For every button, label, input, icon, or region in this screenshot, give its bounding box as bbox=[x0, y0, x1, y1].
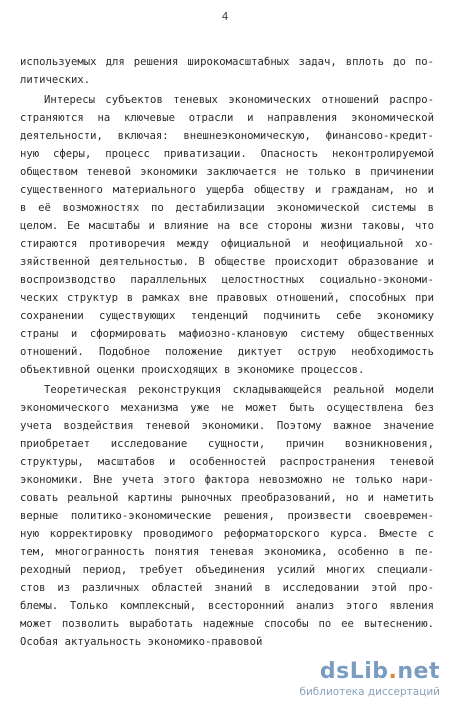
text-line: в её возможностях по дестабилизации экономической системы в bbox=[20, 202, 434, 214]
text-line: стов из различных областей знаний в исследовании этой про- bbox=[20, 582, 434, 594]
text-line: существенного материального ущерба обществу и гражданам, но и bbox=[20, 184, 434, 196]
text-line: используемых для решения широкомасштабных задач, вплоть до по- bbox=[20, 56, 434, 68]
text-line: приобретает исследование сущности, причин возникновения, bbox=[20, 438, 434, 450]
text-line: литических. bbox=[20, 74, 91, 86]
text-line: ную корректировку проводимого реформаторского курса. Вместе с bbox=[20, 528, 434, 540]
text-line: совать реальной картины рыночных преобразований, но и наметить bbox=[20, 492, 434, 504]
text-line: отношений. Подобное положение диктует острую необходимость bbox=[20, 346, 434, 358]
text-line: страняются на ключевые отрасли и направления экономической bbox=[20, 112, 434, 124]
text-line: обществом теневой экономики заключается не только в причинении bbox=[20, 166, 434, 178]
text-line: зяйственной деятельностью. В обществе происходит образование и bbox=[20, 256, 434, 268]
text-line: объективной оценки происходящих в экономике процессов. bbox=[20, 364, 365, 376]
text-line: структуры, масштабов и особенностей распространения теневой bbox=[20, 456, 434, 468]
text-line: ческих структур в рамках вне правовых отношений, способных при bbox=[20, 292, 434, 304]
text-line: реходный период, требует объединения усилий многих специали- bbox=[20, 564, 434, 576]
text-line: стираются противоречия между официальной и неофициальной хо- bbox=[20, 238, 434, 250]
text-line: сохранении существующих тенденций подчинить себе экономику bbox=[20, 310, 434, 322]
text-line: блемы. Только комплексный, всесторонний анализ этого явления bbox=[20, 600, 434, 612]
text-line: учета воздействия теневой экономики. Поэтому важное значение bbox=[20, 420, 434, 432]
watermark-subtitle: библиотека диссертаций bbox=[299, 686, 440, 698]
text-line: целом. Ее масштабы и влияние на все стороны жизни таковы, что bbox=[20, 220, 434, 232]
text-line: Особая актуальность экономико-правовой bbox=[20, 636, 263, 648]
dslib-logo: dsLib.net bbox=[319, 659, 440, 684]
text-line: Теоретическая реконструкция складывающейся реальной модели bbox=[44, 384, 434, 396]
text-line: тем, многогранность понятия теневая экономика, особенно в пе- bbox=[20, 546, 434, 558]
text-line: экономического механизма уже не может быть осуществлена без bbox=[20, 402, 434, 414]
text-line: экономики. Вне учета этого фактора невозможно не только нари- bbox=[20, 474, 434, 486]
text-line: Интересы субъектов теневых экономических отношений распро- bbox=[44, 94, 434, 106]
text-line: может позволить выработать надежные способы по ее вытеснению. bbox=[20, 618, 434, 630]
dslib-watermark bbox=[290, 659, 440, 703]
page-number: 4 bbox=[221, 10, 229, 23]
text-line: верные политико-экономические решения, произвести своевремен- bbox=[20, 510, 434, 522]
text-line: страны и сформировать мафиозно-клановую систему общественных bbox=[20, 328, 434, 340]
text-line: ную сферы, процесс приватизации. Опасность неконтролируемой bbox=[20, 148, 434, 160]
text-line: воспроизводство параллельных целостностных социально-экономи- bbox=[20, 274, 434, 286]
text-line: деятельности, включая: внешнеэкономическую, финансово-кредит- bbox=[20, 130, 434, 142]
